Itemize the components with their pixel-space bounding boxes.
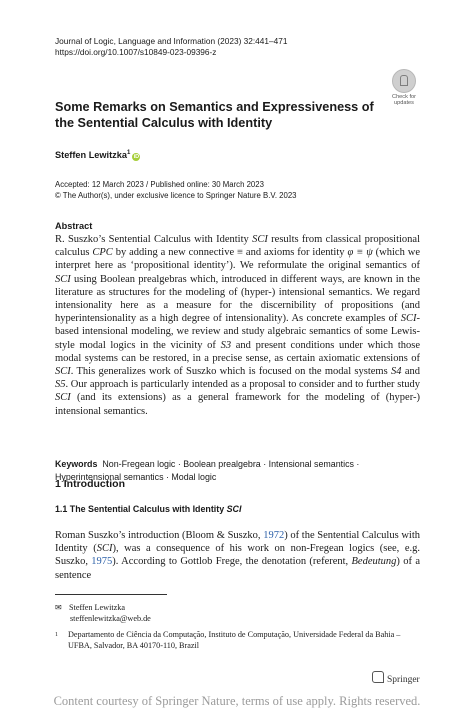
abstract-term: S3 — [220, 339, 232, 351]
abstract-term: SCI — [252, 234, 268, 245]
affiliation-footnote — [55, 630, 420, 651]
intro-text: ). According to Gottlob Frege, the denotation (referent, — [112, 556, 352, 568]
subsection-heading — [55, 504, 241, 514]
badge-line-2: updates — [394, 100, 414, 107]
check-for-updates-badge[interactable] — [385, 69, 423, 105]
introduction-paragraph — [55, 529, 420, 582]
orcid-icon[interactable]: iD — [133, 154, 140, 161]
update-check-icon — [392, 69, 416, 93]
envelope-icon: ✉ — [55, 603, 62, 612]
intro-term: Bedeutung — [351, 556, 397, 568]
citation-link[interactable]: 1975 — [91, 556, 113, 568]
abstract-text: (and its extensions) as a general framework for the modeling of (hyper-) intensional semantics. — [55, 392, 420, 417]
abstract-text: by adding a new connective ≡ and axioms for identity — [112, 247, 348, 259]
subsection-title: 1.1 The Sentential Calculus with Identity — [55, 504, 227, 514]
copyright-line: © The Author(s), under exclusive licence to Springer Nature B.V. 2023 — [55, 190, 297, 200]
badge-line-1: Check for — [392, 94, 416, 100]
abstract-text: using Boolean prealgebras which, introduced in different ways, are known in the literature as structures for the modeling of (hyper-) intensional semantics. We regard intensionality here as a measure for the discernibility of propositions (and hyperintensionality as a high degree of intensionality). As concrete examples of — [55, 273, 420, 325]
badge-label — [385, 94, 423, 107]
section-heading: 1 Introduction — [55, 478, 125, 490]
journal-citation: Journal of Logic, Language and Information (2023) 32:441–471 — [55, 36, 288, 46]
intro-text: ) of a sentence — [55, 556, 420, 581]
footnote-divider — [55, 594, 167, 595]
corresponding-author — [55, 603, 151, 624]
keywords-label: Keywords — [55, 459, 98, 469]
article-title: Some Remarks on Semantics and Expressiveness of the Sentential Calculus with Identity — [55, 100, 374, 130]
springer-horse-icon — [372, 671, 384, 683]
keywords-list: Non-Fregean logic · Boolean prealgebra · Intensional semantics · Hyperintensional semantics · Modal logic — [55, 459, 360, 482]
abstract-term: SCI — [55, 273, 71, 285]
abstract-text: . Our approach is particularly intended as a proposal to consider and to further study — [65, 379, 420, 391]
footnote-number: 1 — [55, 632, 58, 638]
publisher-name: Springer — [387, 675, 420, 685]
intro-term: SCI — [96, 543, 113, 555]
journal-header — [55, 36, 288, 58]
author-affiliation-mark: 1 — [126, 150, 131, 156]
abstract-text: R. Suszko’s Sentential Calculus with Identity — [55, 234, 253, 245]
author-line — [55, 150, 140, 161]
intro-text: ) of the Sentential Calculus with Identity ( — [55, 530, 420, 555]
contact-name: Steffen Lewitzka — [69, 603, 126, 612]
intro-text: Roman Suszko’s introduction (Bloom & Suszko, — [55, 530, 264, 541]
abstract-term: CPC — [92, 247, 113, 259]
abstract-term: S5 — [55, 379, 66, 391]
springer-logo — [372, 671, 420, 685]
contact-email[interactable]: steffenlewitzka@web.de — [70, 613, 151, 623]
author-name[interactable]: Steffen Lewitzka — [55, 150, 127, 161]
affiliation-text: Departamento de Ciência da Computação, Instituto de Computação, Universidade Federal da Bahia – UFBA, Salvador, BA 40170-110, Brazil — [68, 630, 401, 650]
abstract-term: S4 — [391, 366, 402, 378]
publication-dates: Accepted: 12 March 2023 / Published online: 30 March 2023 — [55, 180, 264, 189]
courtesy-notice: Content courtesy of Springer Nature, terms of use apply. Rights reserved. — [53, 694, 421, 708]
abstract-term: SCI — [55, 392, 71, 404]
abstract-formula: φ ≡ ψ — [347, 247, 373, 259]
publication-info — [55, 180, 297, 201]
abstract-term: SCI — [400, 313, 417, 325]
abstract-text: results from classical propositional calculus — [55, 234, 420, 259]
abstract-term: SCI — [55, 366, 71, 378]
citation-link[interactable]: 1972 — [263, 530, 285, 541]
abstract-text: (which we interpret here as ‘propositional identity’). We reformulate the original semantics of — [55, 247, 420, 272]
abstract-heading: Abstract — [55, 221, 93, 231]
abstract-text: . This generalizes work of Suszko which is focused on the modal systems — [70, 366, 391, 378]
abstract-text: -based intensional modeling, we review and study algebraic semantics of some Lewis-style modal logics in the vicinity of — [55, 313, 420, 351]
subsection-term: SCI — [226, 504, 242, 514]
abstract-text: and — [401, 366, 420, 378]
abstract-text: and present conditions under which those modal systems can be restored, in a precise sense, as certain axiomatic extensions of — [55, 339, 420, 364]
abstract-body — [55, 233, 420, 418]
doi-link[interactable]: https://doi.org/10.1007/s10849-023-09396-z — [55, 47, 217, 57]
intro-text: ), was a consequence of his work on non-Fregean logics (see, e.g. Suszko, — [55, 543, 421, 568]
